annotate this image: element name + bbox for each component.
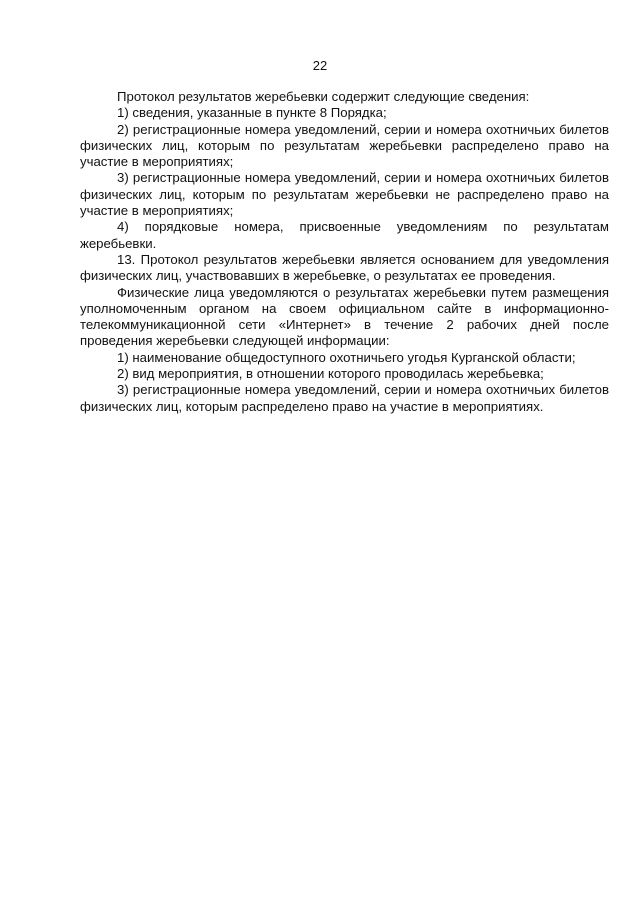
- paragraph-13: 13. Протокол результатов жеребьевки является основанием для уведомления физических лиц, участвовавших в жеребьевке, о результатах ее проведения.: [80, 251, 609, 284]
- info-item-3: 3) регистрационные номера уведомлений, серии и номера охотничьих билетов физических лиц, которым распределено право на участие в мероприятиях.: [80, 382, 609, 414]
- paragraph-protocol-contents: Протокол результатов жеребьевки содержит следующие сведения:: [117, 89, 530, 104]
- list-item-1: 1) сведения, указанные в пункте 8 Порядка;: [117, 105, 387, 121]
- document-body: [80, 89, 609, 415]
- list-item-3: 3) регистрационные номера уведомлений, серии и номера охотничьих билетов физических лиц, которым по результатам жеребьевки не распределено право на участие в мероприятиях;: [80, 170, 609, 219]
- list-item-4: 4) порядковые номера, присвоенные уведомлениям по результатам жеребьевки.: [80, 219, 609, 251]
- info-item-2: 2) вид мероприятия, в отношении которого проводилась жеребьевка;: [117, 366, 544, 382]
- paragraph-notification: Физические лица уведомляются о результатах жеребьевки путем размещения уполномоченным органом на своем официальном сайте в информационно-телекоммуникационной сети «Интернет» в течение 2 рабочих дней после проведения жеребьевки следующей информации:: [80, 284, 609, 349]
- page-number: 22: [312, 58, 328, 73]
- list-item-2: 2) регистрационные номера уведомлений, серии и номера охотничьих билетов физических лиц, которым по результатам жеребьевки распределено право на участие в мероприятиях;: [80, 121, 609, 170]
- info-item-1: 1) наименование общедоступного охотничьего угодья Курганской области;: [117, 349, 576, 365]
